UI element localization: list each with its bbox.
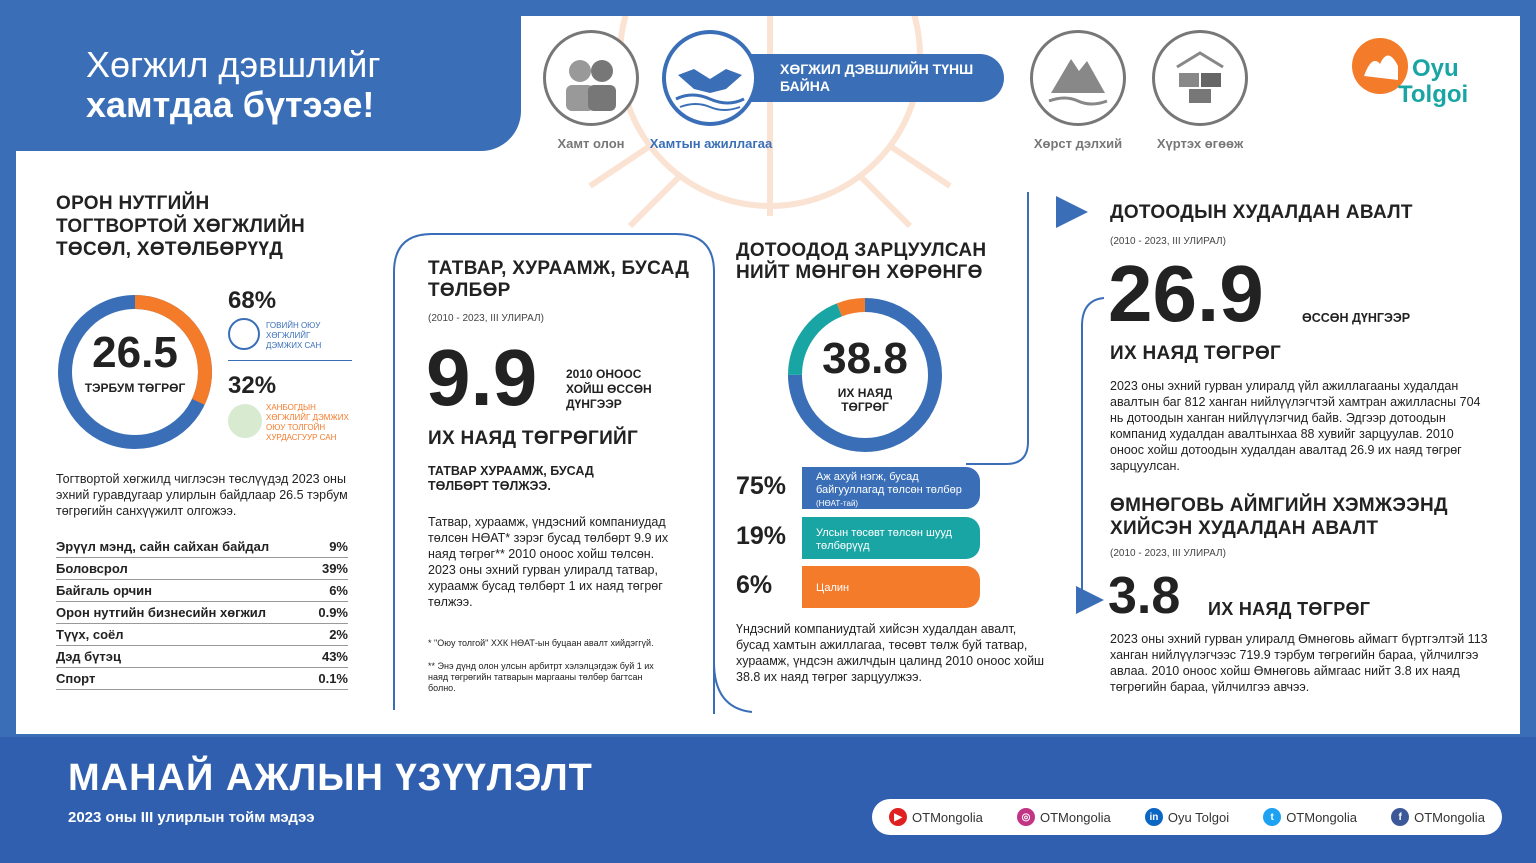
- sector-label: Спорт: [56, 668, 312, 690]
- handshake-icon: [662, 30, 758, 126]
- footer-title: МАНАЙ АЖЛЫН ҮЗҮҮЛЭЛТ: [68, 757, 593, 799]
- spend-bar-label: Аж ахуй нэгж, бусад байгууллагад төлсөн төлбөр: [816, 471, 962, 496]
- sector-value: 9%: [312, 536, 348, 558]
- section5-title: ӨМНӨГОВЬ АЙМГИЙН ХЭМЖЭЭНД ХИЙСЭН ХУДАЛДАН АВАЛТ: [1110, 495, 1448, 539]
- govi-fund-icon: [228, 318, 260, 350]
- section1-body: Тогтвортой хөгжилд чиглэсэн төслүүдэд 2023 оны эхний гуравдугаар улирлын байдлаар 26.5 тэрбум төгрөгийн санхүүжилт олгожээ.: [56, 472, 348, 518]
- sector-label: Дэд бүтэц: [56, 646, 312, 668]
- section5-body: 2023 оны эхний гурван улиралд Өмнөговь аймагт бүртгэлтэй 113 ханган нийлүүлэгчээс 719.9 тэрбум төгрөгийн бараа, үйлчилгээ авлаа. 2010 оноос хойш Өмнөговь аймгаас нийт 3.8 их наяд төгрөгийн бараа, үйлчилгээ авчээ.: [1110, 632, 1488, 694]
- section2-unit: ИХ НАЯД ТӨГРӨГИЙГ: [428, 428, 639, 449]
- linkedin-icon: in: [1145, 808, 1163, 826]
- social-handle: OTMongolia: [912, 809, 983, 825]
- facebook-icon: f: [1391, 808, 1409, 826]
- sector-label: Эрүүл мэнд, сайн сайхан байдал: [56, 536, 312, 558]
- social-link[interactable]: [1145, 808, 1229, 826]
- section4-unit: ИХ НАЯД ТӨГРӨГ: [1110, 343, 1282, 364]
- social-link[interactable]: [889, 808, 983, 826]
- community-icon: [543, 30, 639, 126]
- sector-label: Орон нутгийн бизнесийн хөгжил: [56, 602, 312, 624]
- oyu-tolgoi-logo: [1350, 36, 1480, 116]
- social-handle: OTMongolia: [1414, 809, 1485, 825]
- section2-body: Татвар, хураамж, үндэсний компаниудад төлсөн НӨАТ* зэрэг бусад төлбөрт 9.9 их наяд төгрөг** 2010 оноос хойш төлсөн. 2023 оны эхний гурван улиралд татвар, хураамж бусад төлбөрт 1 их наяд төгрөг төлжээ.: [428, 515, 669, 609]
- section3-donut-unit: ИХ НАЯД ТӨГРӨГ: [837, 386, 893, 414]
- section5-big-number: 3.8: [1108, 567, 1181, 625]
- spend-bar-percent: 6%: [736, 571, 773, 599]
- social-link[interactable]: [1263, 808, 1357, 826]
- pillar-label-heritage: Хүртэх өгөөж: [1156, 136, 1244, 151]
- hero-line-1: Хөгжил дэвшлийг: [86, 44, 381, 85]
- sector-label: Түүх, соёл: [56, 624, 312, 646]
- section1-donut-value: 26.5: [92, 328, 178, 377]
- sector-row: [56, 646, 348, 668]
- tree-icon: [228, 404, 262, 438]
- social-links-bar: [872, 799, 1502, 835]
- section1-donut-unit: ТЭРБУМ ТӨГРӨГ: [84, 381, 186, 395]
- footer-subtitle: 2023 оны III улирлын тойм мэдээ: [68, 809, 315, 826]
- social-handle: OTMongolia: [1039, 809, 1111, 825]
- instagram-icon: ◎: [1017, 808, 1035, 826]
- spend-bar-percent: 75%: [736, 472, 787, 500]
- spend-bar-label: Улсын төсөвт төлсөн шууд төлбөрүүд: [816, 527, 952, 552]
- sector-value: 0.9%: [312, 602, 348, 624]
- section2-note-1: * "Оюу толгой" ХХК НӨАТ-ын буцаан авалт хийдэггүй.: [428, 638, 654, 648]
- partner-banner: [720, 54, 1004, 102]
- sector-label: Байгаль орчин: [56, 580, 312, 602]
- sector-value: 0.1%: [312, 668, 348, 690]
- share1-percent: 68%: [228, 287, 277, 314]
- section2-big-note: 2010 ОНООС ХОЙШ ӨССӨН ДҮНГЭЭР: [566, 367, 652, 411]
- section3-donut-value: 38.8: [822, 334, 908, 383]
- section4-title: ДОТООДЫН ХУДАЛДАН АВАЛТ: [1110, 202, 1413, 223]
- section1-title: ОРОН НУТГИЙН ТОГТВОРТОЙ ХӨГЖЛИЙН ТӨСӨЛ, ХӨТӨЛБӨРҮҮД: [56, 193, 306, 260]
- section2-subtitle: ТАТВАР ХУРААМЖ, БУСАД ТӨЛБӨРТ ТӨЛЖЭЭ.: [428, 464, 594, 493]
- section2-title: ТАТВАР, ХУРААМЖ, БУСАД ТӨЛБӨР: [428, 258, 690, 301]
- arrow-right-icon: [1052, 192, 1092, 232]
- section4-period: (2010 - 2023, III УЛИРАЛ): [1110, 236, 1226, 247]
- share2-percent: 32%: [228, 372, 277, 399]
- section2-big-number: 9.9: [426, 333, 538, 422]
- spend-bar-label: Цалин: [816, 582, 850, 594]
- section4-big-note: ӨССӨН ДҮНГЭЭР: [1302, 311, 1411, 325]
- spend-bar: [802, 467, 980, 509]
- heritage-icon: [1152, 30, 1248, 126]
- pillar-label-community: Хамт олон: [557, 136, 625, 151]
- section2-period: (2010 - 2023, III УЛИРАЛ): [428, 313, 544, 324]
- hero-banner: [16, 16, 521, 151]
- youtube-icon: ▶: [889, 808, 907, 826]
- sector-label: Боловсрол: [56, 558, 312, 580]
- logo-text-1: Oyu: [1412, 55, 1459, 82]
- sector-row: [56, 624, 348, 646]
- section4-body: 2023 оны эхний гурван улиралд үйл ажиллагааны худалдан авалтын баг 812 ханган нийлүүлэгчтэй хамтран ажилласны 704 нь дотоодын ханган нийлүүлэгчид байв. Эдгээр дотоодын компанид худалдан авалтынхаа 88 хувийг зарцуулав. 2010 оноос хойш дотоодын худалдан авалтад 26.9 их наяд төгрөг зарцуулсан.: [1110, 379, 1481, 473]
- mountain-icon: [1030, 30, 1126, 126]
- share1-label: ГОВИЙН ОЮУ ХӨГЖЛИЙГ ДЭМЖИХ САН: [266, 321, 322, 350]
- section3-title: ДОТООДОД ЗАРЦУУЛСАН НИЙТ МӨНГӨН ХӨРӨНГӨ: [736, 240, 987, 283]
- share2-label: ХАНБОГДЫН ХӨГЖЛИЙГ ДЭМЖИХ ОЮУ ТОЛГОЙН ХУРДАСГУУР САН: [266, 403, 349, 442]
- logo-text-2: Tolgoi: [1398, 81, 1469, 108]
- spend-bar: [802, 517, 980, 559]
- social-link[interactable]: [1017, 808, 1111, 826]
- section5-period: (2010 - 2023, III УЛИРАЛ): [1110, 548, 1226, 559]
- sector-row: [56, 580, 348, 602]
- sector-row: [56, 602, 348, 624]
- sector-value: 43%: [312, 646, 348, 668]
- sector-row: [56, 536, 348, 558]
- section2-note-2: ** Энэ дүнд олон улсын арбитрт хэлэлцэгдэж буй 1 их наяд төгрөгийн татварын маргааны төлбөр багтсан болно.: [428, 661, 654, 693]
- hero-line-2: хамтдаа бүтээе!: [86, 84, 375, 125]
- footer-banner: [0, 737, 1536, 863]
- sector-value: 2%: [312, 624, 348, 646]
- section3-body: Үндэсний компаниудтай хийсэн худалдан авалт, бусад хамтын ажиллагаа, төсөвт төлж буй татвар, хураамж, үндсэн ажилчдын цалинд 2010 оноос хойш 38.8 их наяд төгрөг зарцуулжээ.: [736, 622, 1045, 684]
- social-handle: OTMongolia: [1286, 809, 1357, 825]
- pillar-label-partnership: Хамтын ажиллагаа: [649, 136, 773, 151]
- section5-unit: ИХ НАЯД ТӨГРӨГ: [1208, 599, 1371, 619]
- sector-value: 39%: [312, 558, 348, 580]
- pillar-label-environment: Хөрст дэлхий: [1033, 136, 1123, 151]
- share-divider: [228, 360, 352, 361]
- sector-table: [56, 536, 348, 690]
- spend-bar-percent: 19%: [736, 522, 787, 550]
- social-handle: Oyu Tolgoi: [1167, 809, 1230, 825]
- sector-row: [56, 668, 348, 690]
- twitter-icon: t: [1263, 808, 1281, 826]
- spend-bar-tag: (НӨАТ-тай): [816, 499, 859, 508]
- sector-row: [56, 558, 348, 580]
- sector-value: 6%: [312, 580, 348, 602]
- partner-banner-text: ХӨГЖИЛ ДЭВШЛИЙН ТҮНШ БАЙНА: [780, 61, 974, 94]
- section4-big-number: 26.9: [1108, 249, 1264, 338]
- social-link[interactable]: [1391, 808, 1485, 826]
- spend-bar: [802, 566, 980, 608]
